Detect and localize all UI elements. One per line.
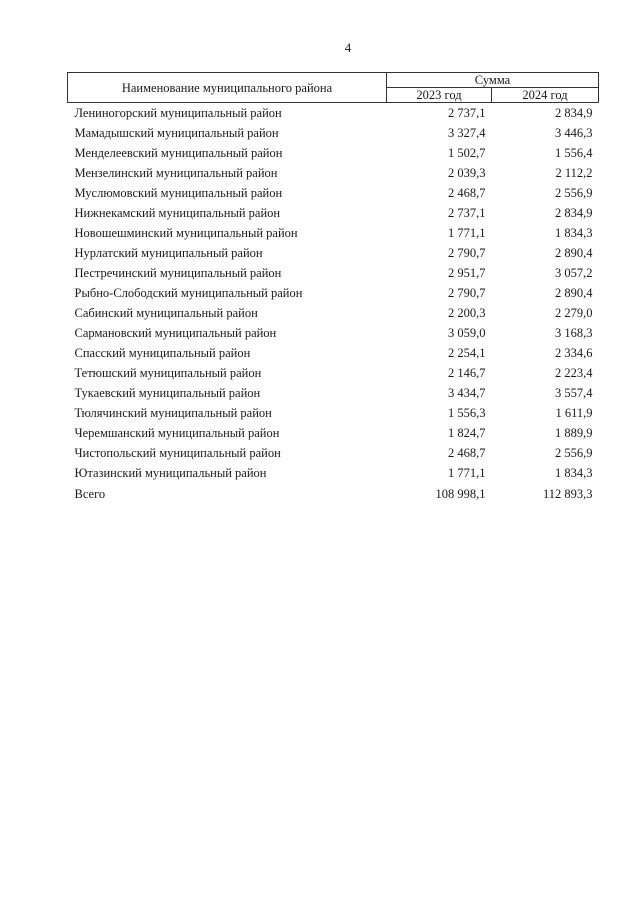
sum-2023-cell: 3 434,7 xyxy=(448,386,486,400)
district-name-cell: Чистопольский муниципальный район xyxy=(74,446,281,460)
sum-2023-cell: 2 790,7 xyxy=(448,286,486,300)
header-year-2024: 2024 год xyxy=(492,88,599,103)
district-name-cell: Сабинский муниципальный район xyxy=(74,306,258,320)
sum-2024-cell: 1 611,9 xyxy=(555,406,593,420)
total-2023-cell: 108 998,1 xyxy=(435,487,486,501)
header-year-2023: 2023 год xyxy=(387,88,492,103)
district-name-cell: Менделеевский муниципальный район xyxy=(74,146,283,160)
table-row xyxy=(68,183,599,203)
table-row xyxy=(68,143,599,163)
header-district-name: Наименование муниципального района xyxy=(68,73,387,103)
table-row xyxy=(68,263,599,283)
sum-2024-cell: 2 834,9 xyxy=(555,206,593,220)
sum-2024-cell: 2 223,4 xyxy=(555,366,593,380)
sum-2024-cell: 2 279,0 xyxy=(555,306,593,320)
sum-2024-cell: 1 834,3 xyxy=(555,466,593,480)
sum-2024-cell: 3 057,2 xyxy=(555,266,593,280)
table-row xyxy=(68,103,599,124)
table-body xyxy=(68,103,599,506)
sum-2023-cell: 2 737,1 xyxy=(448,206,486,220)
sum-2023-cell: 3 059,0 xyxy=(448,326,486,340)
sum-2024-cell: 3 168,3 xyxy=(555,326,593,340)
district-name-cell: Пестречинский муниципальный район xyxy=(74,266,282,280)
table-row xyxy=(68,283,599,303)
district-sums-table-container xyxy=(67,72,598,505)
district-name-cell: Черемшанский муниципальный район xyxy=(74,426,280,440)
page-number: 4 xyxy=(344,40,352,55)
district-name-cell: Мамадышский муниципальный район xyxy=(74,126,279,140)
sum-2023-cell: 2 468,7 xyxy=(448,446,486,460)
table-row xyxy=(68,323,599,343)
table-row xyxy=(68,123,599,143)
table-row xyxy=(68,423,599,443)
table-row xyxy=(68,443,599,463)
district-name-cell: Мензелинский муниципальный район xyxy=(74,166,278,180)
sum-2023-cell: 2 468,7 xyxy=(448,186,486,200)
sum-2023-cell: 1 771,1 xyxy=(448,226,486,240)
district-name-cell: Спасский муниципальный район xyxy=(74,346,251,360)
district-name-cell: Рыбно-Слободский муниципальный район xyxy=(74,286,303,300)
sum-2024-cell: 2 890,4 xyxy=(555,246,593,260)
table-row xyxy=(68,243,599,263)
table-row xyxy=(68,223,599,243)
sum-2024-cell: 2 556,9 xyxy=(555,446,593,460)
district-name-cell: Тукаевский муниципальный район xyxy=(74,386,261,400)
sum-2023-cell: 1 771,1 xyxy=(448,466,486,480)
sum-2024-cell: 3 446,3 xyxy=(555,126,593,140)
sum-2024-cell: 2 890,4 xyxy=(555,286,593,300)
sum-2024-cell: 1 889,9 xyxy=(555,426,593,440)
district-name-cell: Тюлячинский муниципальный район xyxy=(74,406,272,420)
table-row xyxy=(68,403,599,423)
district-sums-table xyxy=(67,72,599,505)
sum-2023-cell: 2 790,7 xyxy=(448,246,486,260)
sum-2023-cell: 2 039,3 xyxy=(448,166,486,180)
table-row xyxy=(68,203,599,223)
sum-2023-cell: 1 556,3 xyxy=(448,406,486,420)
table-row xyxy=(68,463,599,483)
sum-2024-cell: 1 556,4 xyxy=(555,146,593,160)
sum-2023-cell: 3 327,4 xyxy=(448,126,486,140)
total-label-cell: Всего xyxy=(74,487,106,501)
sum-2023-cell: 2 737,1 xyxy=(448,106,486,120)
sum-2023-cell: 2 951,7 xyxy=(448,266,486,280)
sum-2023-cell: 1 502,7 xyxy=(448,146,486,160)
table-row xyxy=(68,363,599,383)
header-sum: Сумма xyxy=(387,73,599,88)
table-row xyxy=(68,163,599,183)
total-2024-cell: 112 893,3 xyxy=(542,487,593,501)
sum-2024-cell: 2 334,6 xyxy=(555,346,593,360)
table-row xyxy=(68,343,599,363)
sum-2023-cell: 1 824,7 xyxy=(448,426,486,440)
sum-2024-cell: 2 112,2 xyxy=(555,166,593,180)
district-name-cell: Нурлатский муниципальный район xyxy=(74,246,263,260)
sum-2024-cell: 1 834,3 xyxy=(555,226,593,240)
table-row xyxy=(68,383,599,403)
table-header xyxy=(68,73,599,103)
district-name-cell: Новошешминский муниципальный район xyxy=(74,226,298,240)
sum-2023-cell: 2 200,3 xyxy=(448,306,486,320)
sum-2024-cell: 2 834,9 xyxy=(555,106,593,120)
district-name-cell: Тетюшский муниципальный район xyxy=(74,366,262,380)
district-name-cell: Муслюмовский муниципальный район xyxy=(74,186,283,200)
district-name-cell: Ютазинский муниципальный район xyxy=(74,466,267,480)
district-name-cell: Лениногорский муниципальный район xyxy=(74,106,282,120)
sum-2024-cell: 3 557,4 xyxy=(555,386,593,400)
sum-2023-cell: 2 146,7 xyxy=(448,366,486,380)
table-row xyxy=(68,303,599,323)
sum-2023-cell: 2 254,1 xyxy=(448,346,486,360)
district-name-cell: Сармановский муниципальный район xyxy=(74,326,277,340)
total-row xyxy=(68,483,599,505)
sum-2024-cell: 2 556,9 xyxy=(555,186,593,200)
district-name-cell: Нижнекамский муниципальный район xyxy=(74,206,281,220)
